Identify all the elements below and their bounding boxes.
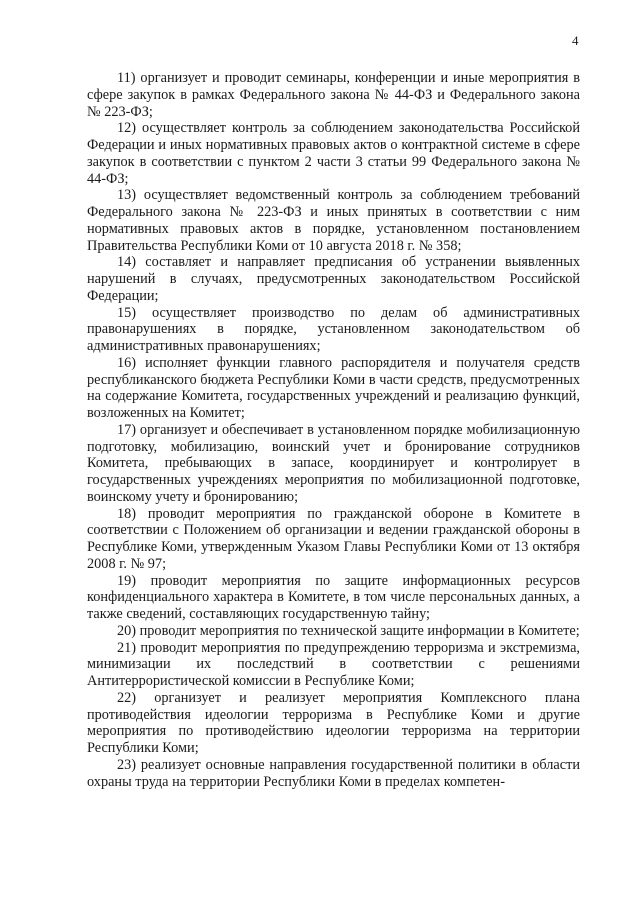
list-item-21: 21) проводит мероприятия по предупреждению терроризма и экстремизма, минимизации их последствий в соответствии с решениями Антитеррористической комиссии в Республике Коми;	[87, 639, 580, 689]
list-item-17: 17) организует и обеспечивает в установленном порядке мобилизационную подготовку, мобилизацию, воинский учет и бронирование сотрудников Комитета, пребывающих в запасе, координирует и контролирует в государственных учреждениях мероприятия по мобилизационной подготовке, воинскому учету и бронированию;	[87, 421, 580, 505]
list-item-16: 16) исполняет функции главного распорядителя и получателя средств республиканского бюджета Республики Коми в части средств, предусмотренных на содержание Комитета, государственных учреждений и реализацию функций, возложенных на Комитет;	[87, 354, 580, 421]
list-item-22: 22) организует и реализует мероприятия Комплексного плана противодействия идеологии терроризма в Республике Коми и другие мероприятия по противодействию идеологии терроризма на территории Республики Коми;	[87, 689, 580, 756]
list-item-14: 14) составляет и направляет предписания об устранении выявленных нарушений в случаях, предусмотренных законодательством Российской Федерации;	[87, 254, 580, 304]
page-number: 4	[572, 33, 579, 48]
list-item-20: 20) проводит мероприятия по технической защите информации в Комитете;	[117, 622, 580, 639]
list-item-15: 15) осуществляет производство по делам об административных правонарушениях в порядке, установленном законодательством об административных правонарушениях;	[87, 304, 580, 354]
list-item-19: 19) проводит мероприятия по защите информационных ресурсов конфиденциального характера в Комитете, в том числе персональных данных, а также сведений, составляющих государственную тайну;	[87, 572, 580, 622]
list-item-23: 23) реализует основные направления государственной политики в области охраны труда на территории Республики Коми в пределах компетен-	[87, 756, 580, 790]
list-item-18: 18) проводит мероприятия по гражданской обороне в Комитете в соответствии с Положением об организации и ведении гражданской обороны в Республике Коми, утвержденным Указом Главы Республики Коми от 13 октября 2008 г. № 97;	[87, 505, 580, 572]
document-body	[87, 70, 580, 790]
list-item-12: 12) осуществляет контроль за соблюдением законодательства Российской Федерации и иных нормативных правовых актов о контрактной системе в сфере закупок в соответствии с пунктом 2 части 3 статьи 99 Федерального закона № 44-ФЗ;	[87, 120, 580, 187]
list-item-13: 13) осуществляет ведомственный контроль за соблюдением требований Федерального закона № 223-ФЗ и иных принятых в соответствии с ним нормативных правовых актов в порядке, установленном постановлением Правительства Республики Коми от 10 августа 2018 г. № 358;	[87, 187, 580, 254]
list-item-11: 11) организует и проводит семинары, конференции и иные мероприятия в сфере закупок в рамках Федерального закона № 44-ФЗ и Федерального закона № 223-ФЗ;	[87, 70, 580, 120]
